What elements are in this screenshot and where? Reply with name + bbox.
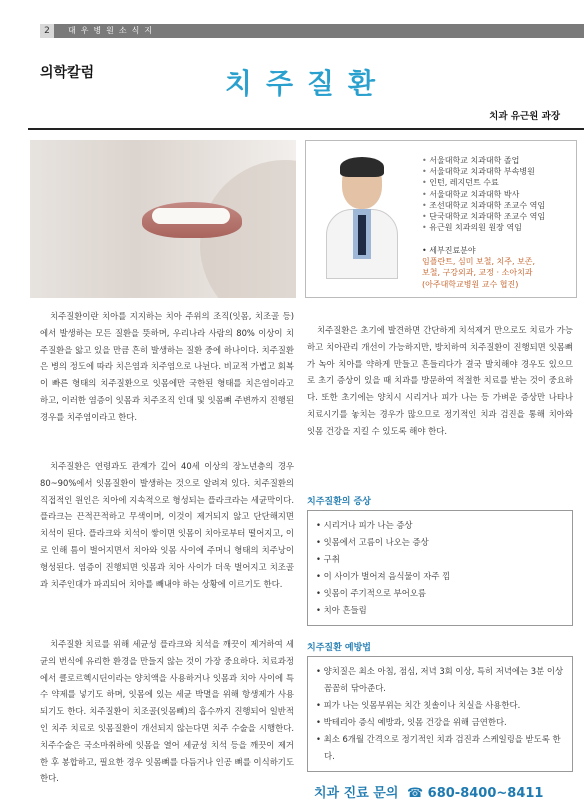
prevention-title: 치주질환 예방법 xyxy=(307,643,371,653)
article-title: 치주질환 xyxy=(224,67,390,100)
page-header xyxy=(0,0,584,36)
symptoms-title: 치주질환의 증상 xyxy=(307,497,371,507)
career-item: • 조선대학교 치과대학 조교수 역임 xyxy=(422,200,546,210)
publication-name: 대우병원소식지 xyxy=(54,24,584,38)
symptom-item: • 치아 흔들림 xyxy=(316,602,564,619)
page-number: 2 xyxy=(40,24,54,38)
section-label: 의학칼럼 xyxy=(40,65,95,81)
prevention-item: • 피가 나는 잇몸부위는 치간 칫솔이나 치실을 사용한다. xyxy=(316,697,564,714)
phone-icon: ☎ xyxy=(406,786,424,801)
symptoms-box xyxy=(307,510,573,626)
contact-line xyxy=(314,782,543,801)
prevention-item: • 박테리아 증식 예방과, 잇몸 건강을 위해 금연한다. xyxy=(316,714,564,731)
specialty-line: 임플란트, 심미 보철, 치주, 보존, xyxy=(422,257,536,267)
contact-phone: 680-8400~8411 xyxy=(427,786,544,801)
author-byline: 치과 유근원 과장 xyxy=(489,111,560,122)
symptom-item: • 잇몸에서 고름이 나오는 증상 xyxy=(316,534,564,551)
symptom-item: • 시리거나 피가 나는 증상 xyxy=(316,517,564,534)
career-item: • 서울대학교 치과대학 부속병원 xyxy=(422,167,535,177)
specialty-heading: 세부진료분야 xyxy=(429,246,476,255)
symptom-item: • 이 사이가 벌어져 음식물이 자주 낌 xyxy=(316,568,564,585)
body-paragraph-3: 치주질환 치료를 위해 세균성 플라크와 치석을 깨끗이 제거하여 세균의 번식에 유리한 환경을 만들지 않는 것이 가장 중요하다. 치료과정에서 클로르헥시딘이라는 양치액을 사용하거나 잇몸과 치아 사이에 특수 약제를 넣기도 하며, 잇몸에 있는 세균 박멸을 위해 항생제가 사용되기도 한다. 치주질환이 치조골(잇몸뼈)의 흡수까지 진행되어 일반적인 치주 치료로 잇몸질환이 개선되지 않는다면 치주 수술을 시행한다. 치주수술은 국소마취하에 잇몸을 열어 세균성 치석 등을 깨끗이 제거 한 후 봉합하고, 필요한 경우 잇몸뼈를 다듬거나 인공 뼈를 이식하기도 한다. xyxy=(40,639,294,784)
body-paragraph-2: 치주질환은 연령과도 관계가 깊어 40세 이상의 장노년층의 경우 80~90%에서 잇몸질환이 발생하는 것으로 알려져 있다. 치주질환의 직접적인 원인은 치아에 지속적으로 형성되는 플라크라는 세균막이다. 플라크는 끈적끈적하고 무색이며, 이것이 제거되지 않고 단단해지면 치석이 된다. 플라크와 치석이 쌓이면 잇몸이 치아로부터 떨어지고, 이로 인해 틈이 벌어지면서 치아와 잇몸 사이에 주머니 형태의 치주낭이 형성된다. 염증이 진행되면 잇몸과 치아 사이가 더욱 벌어지고 치조골과 치주인대가 파괴되어 치아를 빼내야 하는 상황에 이르기도 한다. xyxy=(40,461,294,589)
career-item: • 서울대학교 치과대학 박사 xyxy=(422,189,520,199)
prevention-item: • 양치질은 최소 아침, 점심, 저녁 3회 이상, 특히 저녁에는 3분 이상 꼼꼼히 닦아준다. xyxy=(316,663,564,697)
contact-label: 치과 진료 문의 xyxy=(314,786,399,801)
specialty-line: (아주대학교병원 교수 협진) xyxy=(422,279,519,289)
career-item: • 단국대학교 치과대학 조교수 역임 xyxy=(422,212,546,222)
career-list xyxy=(422,155,545,233)
body-paragraph-right: 치주질환은 초기에 발견하면 간단하게 치석제거 만으로도 치료가 가능하고 치아관리 개선이 가능하지만, 방치하여 치주질환이 진행되면 잇몸뼈가 녹아 치아를 약하게 만들고 흔들리다가 결국 발치해야 경우도 있으므로 초기 증상이 있을 때 치과를 방문하여 적절한 치료를 받는 것이 중요하다. 또한 초기에는 양치시 시리거나 피가 나는 등 가벼운 증상만 나타나 치료시기를 놓치는 경우가 많으므로 정기적인 치과 검진을 통해 치아와 잇몸 건강을 지킬 수 있도록 해야 한다. xyxy=(307,325,573,436)
prevention-box xyxy=(307,656,573,772)
title-rule xyxy=(28,128,584,130)
body-paragraph-1: 치주질환이란 치아를 지지하는 치아 주위의 조직(잇몸, 치조골 등)에서 발생하는 모든 질환을 뜻하며, 우리나라 사람의 80% 이상이 치주질환을 앓고 있을 만큼 흔히 발생하는 질환 중에 하나이다. 치주질환은 병의 정도에 따라 치은염과 치주염으로 나뉜다. 비교적 가볍고 회복이 빠른 형태의 치주질환으로 잇몸에만 국한된 형태를 치은염이라고 하고, 이러한 염증이 잇몸과 치주조직 인대 및 잇몸뼈 주변까지 진행된 경우를 치주염이라고 한다. xyxy=(40,311,294,422)
specialty-block: • 세부진료분야 임플란트, 심미 보철, 치주, 보존, 보철, 구강외과, 교정 · 소아치과 (아주대학교병원 교수 협진) xyxy=(422,246,536,289)
career-item: • 유근원 치과의원 원장 역임 xyxy=(422,223,522,233)
symptom-item: • 잇몸이 주기적으로 부어오름 xyxy=(316,585,564,602)
author-profile xyxy=(305,140,577,298)
doctor-portrait xyxy=(326,159,398,279)
symptom-item: • 구취 xyxy=(316,551,564,568)
career-item: • 인턴, 레지던트 수료 xyxy=(422,178,499,188)
smile-photo xyxy=(30,140,296,298)
career-item: • 서울대학교 치과대학 졸업 xyxy=(422,156,520,165)
prevention-item: • 최소 6개월 간격으로 정기적인 치과 검진과 스케일링을 받도록 한다. xyxy=(316,731,564,765)
specialty-line: 보철, 구강외과, 교정 · 소아치과 xyxy=(422,268,533,278)
